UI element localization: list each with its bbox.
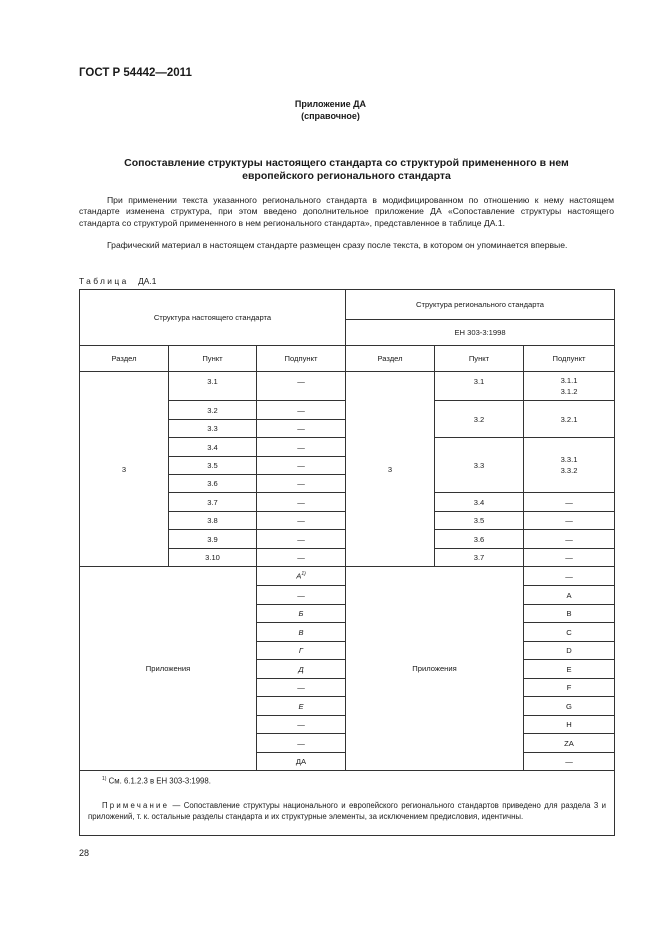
table-caption-number: ДА.1: [138, 276, 157, 286]
document-code: ГОСТ Р 54442—2011: [79, 67, 192, 79]
appendix-left-2: —: [257, 586, 346, 605]
subpoint-left-7: —: [257, 493, 346, 512]
subpoint-right-3-line-1: 3.3.1: [560, 455, 578, 464]
point-left-8: 3.8: [169, 512, 257, 530]
appendix-right-8: G: [524, 697, 615, 716]
appendix-right-1: —: [524, 567, 615, 586]
appendix-type: (справочное): [301, 111, 360, 121]
point-left-2: 3.2: [169, 401, 257, 420]
point-left-9: 3.9: [169, 530, 257, 549]
appendix-right-5: D: [524, 642, 615, 660]
appendix-name: Приложение ДА: [294, 99, 367, 109]
appendix-right-4: С: [524, 623, 615, 642]
point-right-6: 3.6: [435, 530, 524, 549]
col-header-section-right: Раздел: [346, 346, 435, 372]
point-right-2: 3.2: [435, 401, 524, 438]
header-national-structure: Структура настоящего стандарта: [80, 290, 346, 346]
subpoint-right-6: —: [524, 530, 615, 549]
col-header-section-left: Раздел: [80, 346, 169, 372]
subpoint-right-1: [524, 372, 615, 401]
section-right-cell: 3: [346, 372, 435, 567]
table-caption-label: Таблица: [79, 276, 129, 286]
appendix-right-6: E: [524, 660, 615, 679]
appendix-left-1: [257, 567, 346, 586]
appendix-right-2: А: [524, 586, 615, 605]
appendices-left-cell: Приложения: [80, 567, 257, 771]
page-number: 28: [79, 848, 90, 858]
point-left-1: 3.1: [169, 372, 257, 401]
table-caption: [79, 276, 156, 286]
subpoint-right-1-line-2: 3.1.2: [560, 387, 578, 396]
point-left-5: 3.5: [169, 457, 257, 475]
paragraph-2: [79, 240, 614, 251]
appendix-right-9: H: [524, 716, 615, 734]
table-footnote: [80, 771, 615, 791]
subpoint-right-3-line-2: 3.3.2: [560, 466, 578, 475]
paragraph-2-text: Графический материал в настоящем стандарте размещен сразу после текста, в котором он упоминается впервые.: [107, 240, 568, 250]
subpoint-left-8: —: [257, 512, 346, 530]
subpoint-right-5: —: [524, 512, 615, 530]
section-left-cell: 3: [80, 372, 169, 567]
header-regional-standard: ЕН 303-3:1998: [346, 320, 615, 346]
appendix-right-11: —: [524, 753, 615, 771]
note-label: Примечание: [102, 800, 170, 810]
appendix-left-6: Д: [257, 660, 346, 679]
heading-line-1: Сопоставление структуры настоящего стандарта со структурой примененного в нем: [124, 157, 569, 169]
subpoint-left-2: —: [257, 401, 346, 420]
footnote-mark: 1): [102, 776, 107, 782]
subpoint-left-9: —: [257, 530, 346, 549]
point-right-3: 3.3: [435, 438, 524, 493]
appendix-left-4: В: [257, 623, 346, 642]
appendix-left-7: —: [257, 679, 346, 697]
note-text: — Сопоставление структуры национального и европейского регионального стандартов приведено для раздела 3 и приложений, т. к. остальные разделы стандарта и их структурные элементы, за исключением предисловия, идентичны.: [88, 800, 607, 821]
appendix-left-1-label: А: [296, 571, 302, 581]
col-header-point-left: Пункт: [169, 346, 257, 372]
subpoint-right-2: 3.2.1: [524, 401, 615, 438]
point-left-10: 3.10: [169, 549, 257, 567]
table-note: [80, 791, 615, 836]
point-left-7: 3.7: [169, 493, 257, 512]
appendix-title: [0, 98, 661, 122]
subpoint-left-5: —: [257, 457, 346, 475]
appendix-right-10: ZA: [524, 734, 615, 753]
appendices-right-cell: Приложения: [346, 567, 524, 771]
comparison-table: [79, 289, 615, 836]
col-header-subpoint-right: Подпункт: [524, 346, 615, 372]
subpoint-left-1: —: [257, 372, 346, 401]
appendix-right-3: В: [524, 605, 615, 623]
subpoint-left-4: —: [257, 438, 346, 457]
footnote-text: См. 6.1.2.3 в ЕН 303-3:1998.: [108, 776, 211, 786]
section-heading: [79, 157, 614, 183]
subpoint-right-7: —: [524, 549, 615, 567]
subpoint-left-3: —: [257, 420, 346, 438]
subpoint-right-1-line-1: 3.1.1: [560, 376, 578, 385]
appendix-left-11: ДА: [257, 753, 346, 771]
appendix-left-5: Г: [257, 642, 346, 660]
appendix-right-7: F: [524, 679, 615, 697]
heading-line-2: европейского регионального стандарта: [242, 170, 451, 182]
appendix-left-10: —: [257, 734, 346, 753]
point-left-4: 3.4: [169, 438, 257, 457]
paragraph-1-text: При применении текста указанного регионального стандарта в модифицированном по отношению к нему настоящем стандарте изменена структура, при этом введено дополнительное приложение ДА «Сопоставление структуры настоящего стандарта со структурой примененного в нем регионального стандарта», представленное в таблице ДА.1.: [79, 195, 614, 228]
subpoint-right-3: [524, 438, 615, 493]
col-header-subpoint-left: Подпункт: [257, 346, 346, 372]
subpoint-left-6: —: [257, 475, 346, 493]
appendix-left-9: —: [257, 716, 346, 734]
point-left-6: 3.6: [169, 475, 257, 493]
subpoint-left-10: —: [257, 549, 346, 567]
point-right-4: 3.4: [435, 493, 524, 512]
subpoint-right-4: —: [524, 493, 615, 512]
point-right-5: 3.5: [435, 512, 524, 530]
header-regional-structure: Структура регионального стандарта: [346, 290, 615, 320]
point-right-7: 3.7: [435, 549, 524, 567]
paragraph-1: [79, 195, 614, 229]
point-left-3: 3.3: [169, 420, 257, 438]
col-header-point-right: Пункт: [435, 346, 524, 372]
appendix-left-8: Е: [257, 697, 346, 716]
appendix-left-1-footnote-ref: 1): [301, 571, 306, 578]
point-right-1: 3.1: [435, 372, 524, 401]
appendix-left-3: Б: [257, 605, 346, 623]
